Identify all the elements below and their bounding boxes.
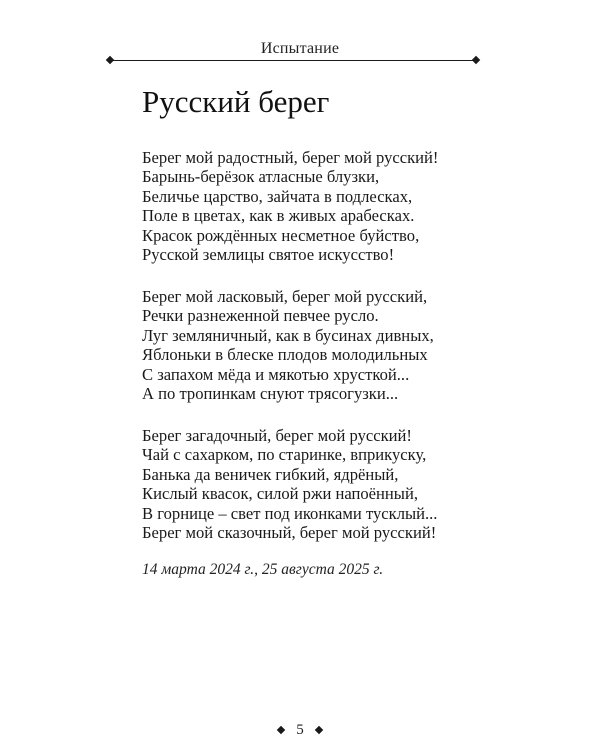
poem-body [142, 148, 502, 565]
poem-line: Чай с сахарком, по старинке, вприкуску, [142, 445, 427, 465]
poem-line: Речки разнеженной певчее русло. [142, 306, 379, 326]
stanza-2 [142, 287, 502, 403]
poem-line: Берег загадочный, берег мой русский! [142, 426, 412, 446]
poem-line: Берег мой радостный, берег мой русский! [142, 148, 439, 167]
poem-line: Русской землицы святое искусство! [142, 245, 395, 265]
poem-line: С запахом мёда и мякотью хрусткой... [142, 364, 410, 384]
poem-date: 14 марта 2024 г., 25 августа 2025 г. [142, 561, 384, 578]
poem-line: Поле в цветах, как в живых арабесках. [142, 206, 415, 226]
page-footer [0, 722, 600, 739]
stanza-3 [142, 426, 502, 542]
folio-right-diamond-icon [315, 725, 323, 733]
poem-line: Банька да веничек гибкий, ядрёный, [142, 464, 399, 484]
stanza-1 [142, 148, 502, 264]
poem-title: Русский берег [142, 84, 330, 119]
poem-line: Красок рождённых несметное буйство, [142, 225, 420, 245]
folio-left-diamond-icon [277, 725, 285, 733]
poem-line: Яблоньки в блеске плодов молодильных [142, 345, 428, 365]
poem-line: Барынь-берёзок атласные блузки, [142, 167, 380, 187]
header-rule [110, 60, 476, 61]
page-number: 5 [296, 722, 304, 738]
poem-line: Луг земляничный, как в бусинах дивных, [142, 325, 434, 345]
poem-line: А по тропинкам снуют трясогузки... [142, 384, 399, 404]
poem-line: В горнице – свет под иконками тусклый... [142, 503, 438, 523]
running-head: Испытание [260, 40, 340, 57]
poem-line: Кислый квасок, силой ржи напоённый, [142, 484, 418, 504]
poem-line: Берег мой ласковый, берег мой русский, [142, 287, 428, 307]
poem-line: Беличье царство, зайчата в подлесках, [142, 186, 413, 206]
poem-line: Берег мой сказочный, берег мой русский! [142, 523, 437, 543]
